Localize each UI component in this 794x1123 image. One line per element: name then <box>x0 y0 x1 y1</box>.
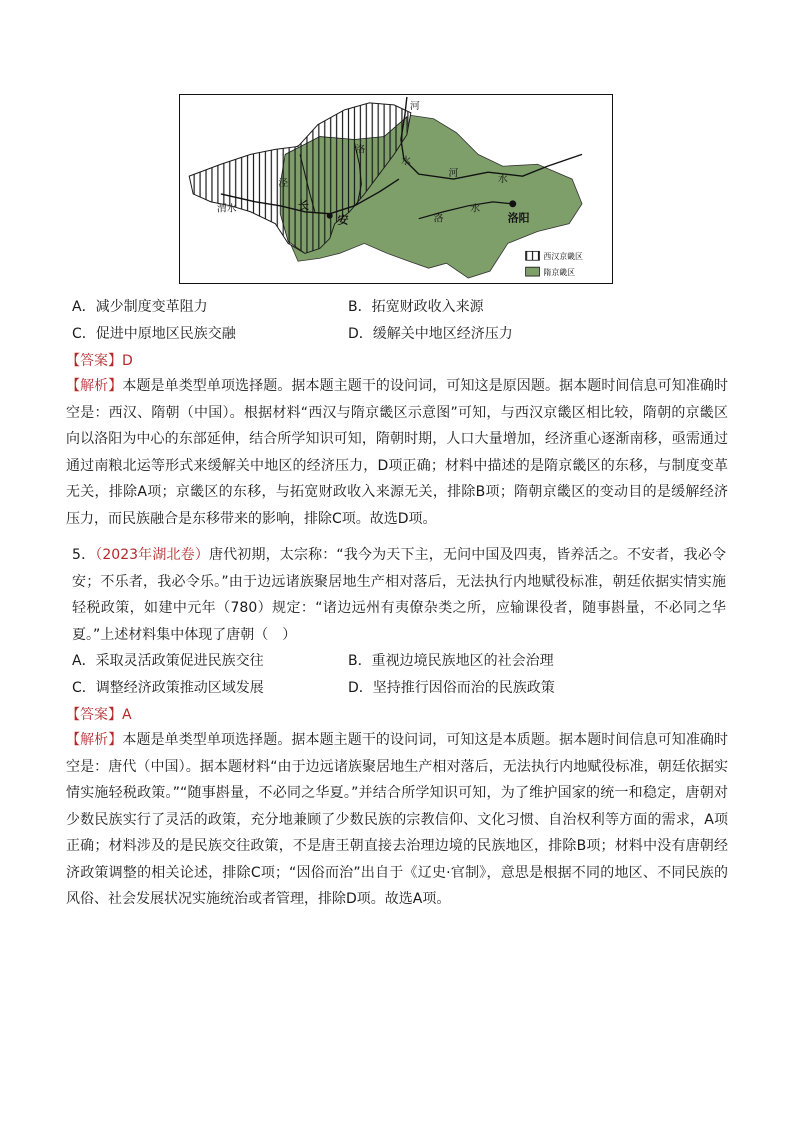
q5-answer-line <box>66 705 132 725</box>
map-figure <box>179 94 613 284</box>
map-label-an: 安 <box>337 213 349 227</box>
q5-stem <box>72 542 726 648</box>
map-label-river-luo: 洛 <box>433 213 444 225</box>
legend-sui: 隋京畿区 <box>543 268 576 278</box>
q5-analysis <box>66 727 728 913</box>
q5-answer-tag: 【答案】 <box>66 707 122 723</box>
map-label-luoyang: 洛阳 <box>507 211 530 225</box>
q4-option-c: C．促进中原地区民族交融 <box>72 326 236 342</box>
q4-analysis-text: 本题是单类型单项选择题。据本题主题干的设问词，可知这是原因题。据本题时间信息可知准确时空是：西汉、隋朝（中国）。根据材料“西汉与隋京畿区示意图”可知，与西汉京畿区相比较，隋朝的京畿区向以洛阳为中心的东部延伸，结合所学知识可知，隋朝时期，人口大量增加，经济重心逐渐南移，亟需通过通过南粮北运等形式来缓解关中地区的经济压力，D项正确；材料中描述的是隋京畿区的东移，与制度变革无关，排除A项；京畿区的东移，与拓宽财政收入来源无关，排除B项；隋朝京畿区的变动目的是缓解经济压力，而民族融合是东移带来的影响，排除C项。故选D项。 <box>66 378 729 527</box>
q4-answer-tag: 【答案】 <box>66 353 122 369</box>
q5-stem-text: 唐代初期，太宗称：“我今为天下主，无问中国及四夷，皆养活之。不安者，我必令安；不乐者，我必令乐。”由于边远诸族聚居地生产相对落后，无法执行内地赋役标准，朝廷依据实情实施轻税政策，如建中元年（780）规定：“诸边远州有夷僚杂类之所，应输课役者，随事斟量，不必同之华夏。”上述材料集中体现了唐朝（ ） <box>72 547 726 643</box>
map-label-river-he: 河 <box>448 168 459 180</box>
q4-option-a: A．减少制度变革阻力 <box>72 299 208 315</box>
q5-option-d: D．坚持推行因俗而治的民族政策 <box>348 680 555 696</box>
q4-analysis <box>66 373 728 532</box>
map-label-he-top: 河 <box>409 100 420 112</box>
map-label-shui-small: 水 <box>400 156 411 168</box>
map-label-river-shui2: 水 <box>470 203 481 215</box>
q5-option-c: C．调整经济政策推动区域发展 <box>72 680 264 696</box>
map-label-wei-shui: 渭水 <box>216 203 237 215</box>
q4-option-d: D．缓解关中地区经济压力 <box>348 326 513 342</box>
q4-option-b: B．拓宽财政收入来源 <box>348 299 484 315</box>
q5-analysis-tag: 【解析】 <box>66 732 123 748</box>
map-label-river-shui: 水 <box>497 174 508 186</box>
q5-source: （2023年湖北卷） <box>95 547 209 563</box>
map-legend <box>526 251 583 277</box>
q5-option-a: A．采取灵活政策促进民族交往 <box>72 653 264 669</box>
q4-answer-line <box>66 351 133 371</box>
luoyang-marker <box>509 200 516 207</box>
map-label-chang: 长 <box>298 198 309 212</box>
q5-answer: A <box>122 707 132 723</box>
q5-number: 5． <box>72 547 96 563</box>
q5-option-b: B．重视边境民族地区的社会治理 <box>348 653 554 669</box>
q4-analysis-tag: 【解析】 <box>66 378 123 394</box>
changan-marker <box>327 213 333 219</box>
map-label-jing: 泾 <box>278 178 289 190</box>
map-label-luo-small: 洛 <box>355 144 366 156</box>
legend-western-han: 西汉京畿区 <box>543 252 583 262</box>
q4-answer: D <box>122 353 133 369</box>
q5-analysis-text: 本题是单类型单项选择题。据本题主题干的设问词，可知这是本质题。据本题时间信息可知准确时空是：唐代（中国）。据本题材料“由于边远诸族聚居地生产相对落后，无法执行内地赋役标准，朝廷依据实情实施轻税政策。”“随事斟量，不必同之华夏。”并结合所学知识可知，为了维护国家的统一和稳定，唐朝对少数民族实行了灵活的政策，充分地兼顾了少数民族的宗教信仰、文化习惯、自治权利等方面的需求，A项正确；材料涉及的是民族交往政策，不是唐王朝直接去治理边境的民族地区，排除B项；材料中没有唐朝经济政策调整的相关论述，排除C项；“因俗而治”出自于《辽史·官制》，意思是根据不同的地区、不同民族的风俗、社会发展状况实施统治或者管理，排除D项。故选A项。 <box>66 732 729 907</box>
